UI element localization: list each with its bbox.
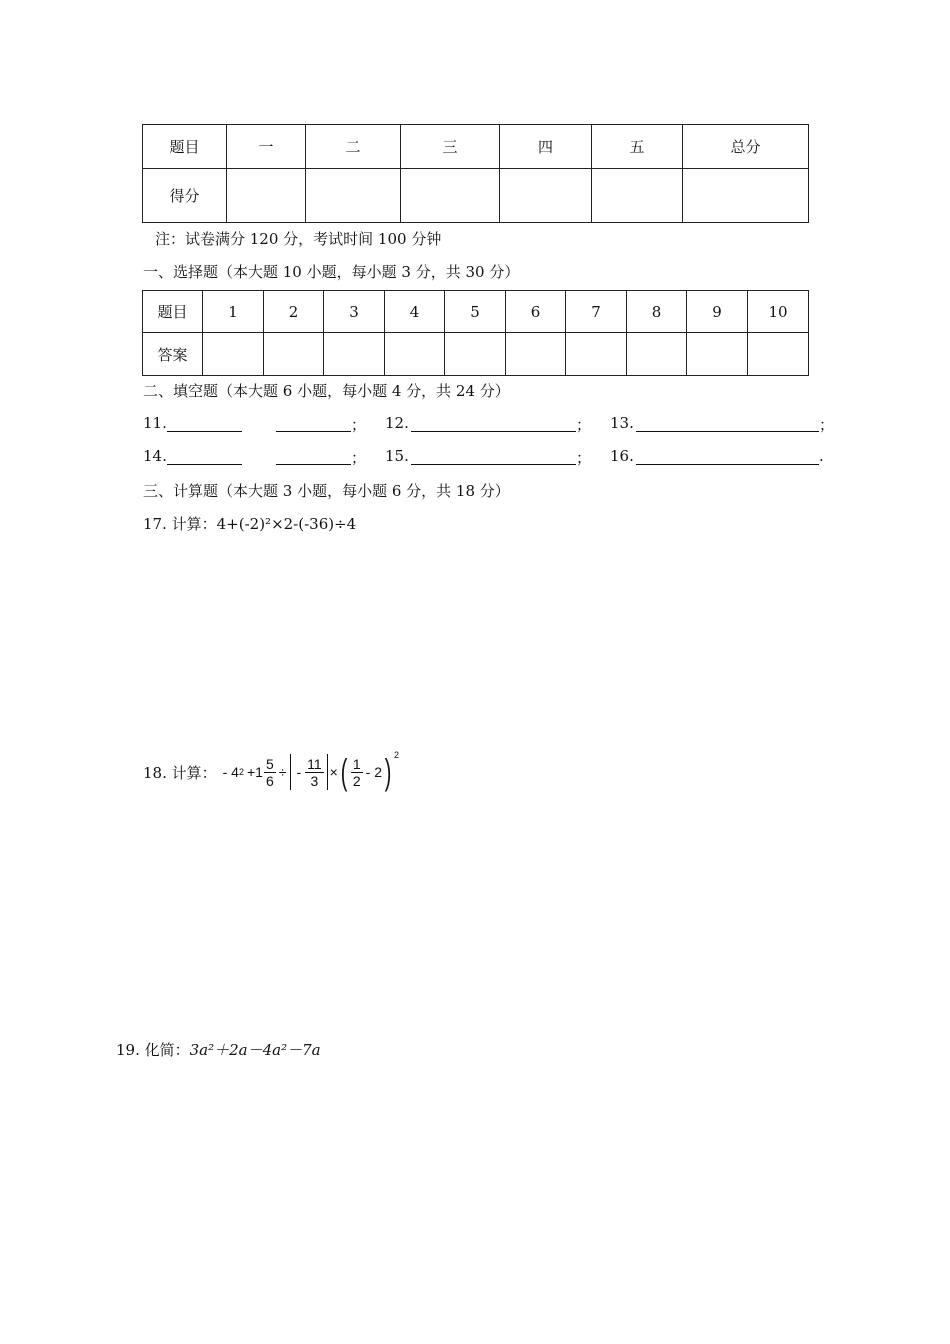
answer-cell[interactable] [385, 333, 445, 376]
question-number-cell: 6 [506, 291, 566, 333]
q12-blank[interactable] [411, 416, 576, 432]
answer-row-label: 答案 [143, 333, 203, 376]
answer-header-label: 题目 [143, 291, 203, 333]
q12-label: 12. [385, 414, 409, 432]
score-header-cell: 四 [500, 125, 592, 169]
q19-expression: 3a²＋2a－4a²－7a [189, 1041, 321, 1059]
q18-frac1-num: 5 [265, 755, 274, 772]
q18-abs-right-bar [327, 754, 328, 790]
q15-blank[interactable] [411, 449, 576, 465]
q17-expression: 4+(-2)²×2-(-36)÷4 [216, 515, 357, 533]
q18 [143, 752, 399, 792]
question-number-cell: 4 [385, 291, 445, 333]
answer-cell[interactable] [687, 333, 748, 376]
separator: ； [351, 449, 367, 467]
q18-minus: - [296, 764, 302, 780]
score-cell[interactable] [592, 169, 683, 223]
question-number-cell: 2 [264, 291, 324, 333]
answer-cell[interactable] [627, 333, 687, 376]
q18-left-paren: ( [340, 751, 348, 792]
q18-fraction-2 [305, 756, 324, 789]
score-table [142, 124, 809, 223]
question-number-cell: 7 [566, 291, 627, 333]
q19-label: 19. 化简： [116, 1041, 190, 1059]
score-cell[interactable] [683, 169, 809, 223]
score-header-cell: 总分 [683, 125, 809, 169]
q13-label: 13. [610, 414, 634, 432]
q18-frac2-num: 11 [307, 755, 322, 772]
q18-frac3-den: 2 [352, 772, 361, 789]
q18-tail: - 2 [365, 764, 382, 780]
q17-label: 17. 计算： [143, 515, 217, 533]
q18-fraction-3 [351, 756, 363, 789]
question-number-cell: 8 [627, 291, 687, 333]
question-number-cell: 3 [324, 291, 385, 333]
q18-times: × [329, 764, 338, 780]
answer-cell[interactable] [506, 333, 566, 376]
q11-blank-2[interactable] [276, 416, 351, 432]
section3-title: 三、计算题（本大题 3 小题，每小题 6 分，共 18 分） [143, 482, 510, 500]
q18-plus: +1 [246, 764, 263, 780]
q14-blank-2[interactable] [276, 449, 351, 465]
q18-frac2-den: 3 [310, 772, 319, 789]
q14-label: 14. [143, 447, 167, 465]
q14-blank-1[interactable] [167, 449, 242, 465]
q18-right-paren: ) [384, 751, 392, 792]
score-header-cell: 题目 [143, 125, 227, 169]
separator: ； [351, 416, 367, 434]
score-cell[interactable] [227, 169, 306, 223]
q18-lead: - 4 [222, 764, 239, 780]
q18-label: 18. 计算： [143, 763, 217, 782]
answer-cell[interactable] [566, 333, 627, 376]
score-cell[interactable] [401, 169, 500, 223]
q11-blank-1[interactable] [167, 416, 242, 432]
score-cell[interactable] [306, 169, 401, 223]
fill-row-1 [143, 414, 833, 434]
separator: ； [576, 449, 592, 467]
q18-lead-exponent: 2 [238, 767, 244, 777]
q18-divide: ÷ [278, 764, 287, 780]
q18-frac3-num: 1 [352, 755, 361, 772]
score-header-cell: 三 [401, 125, 500, 169]
question-number-cell: 9 [687, 291, 748, 333]
question-number-cell: 1 [203, 291, 264, 333]
exam-note: 注：试卷满分 120 分，考试时间 100 分钟 [155, 230, 442, 248]
q18-frac1-den: 6 [265, 772, 274, 789]
end-period: . [819, 447, 824, 465]
score-cell[interactable] [500, 169, 592, 223]
answer-cell[interactable] [203, 333, 264, 376]
answer-cell[interactable] [445, 333, 506, 376]
answer-cell[interactable] [264, 333, 324, 376]
answer-cell[interactable] [748, 333, 809, 376]
score-row-label: 得分 [143, 169, 227, 223]
q16-label: 16. [610, 447, 634, 465]
q19 [116, 1039, 321, 1060]
q18-outer-exponent: 2 [393, 750, 399, 760]
question-number-cell: 10 [748, 291, 809, 333]
q16-blank[interactable] [636, 449, 819, 465]
separator: ； [819, 416, 835, 434]
separator: ； [576, 416, 592, 434]
section1-title: 一、选择题（本大题 10 小题，每小题 3 分，共 30 分） [143, 263, 520, 281]
score-header-cell: 五 [592, 125, 683, 169]
fill-row-2 [143, 447, 833, 467]
question-number-cell: 5 [445, 291, 506, 333]
q17 [143, 513, 356, 534]
score-header-cell: 一 [227, 125, 306, 169]
q18-abs-left-bar [290, 754, 291, 790]
score-header-cell: 二 [306, 125, 401, 169]
q11-label: 11. [143, 414, 167, 432]
section2-title: 二、填空题（本大题 6 小题，每小题 4 分，共 24 分） [143, 382, 510, 400]
q13-blank[interactable] [636, 416, 819, 432]
answer-cell[interactable] [324, 333, 385, 376]
q15-label: 15. [385, 447, 409, 465]
q18-expression [222, 750, 399, 792]
answer-table [142, 290, 809, 376]
q18-fraction-1 [264, 756, 276, 789]
